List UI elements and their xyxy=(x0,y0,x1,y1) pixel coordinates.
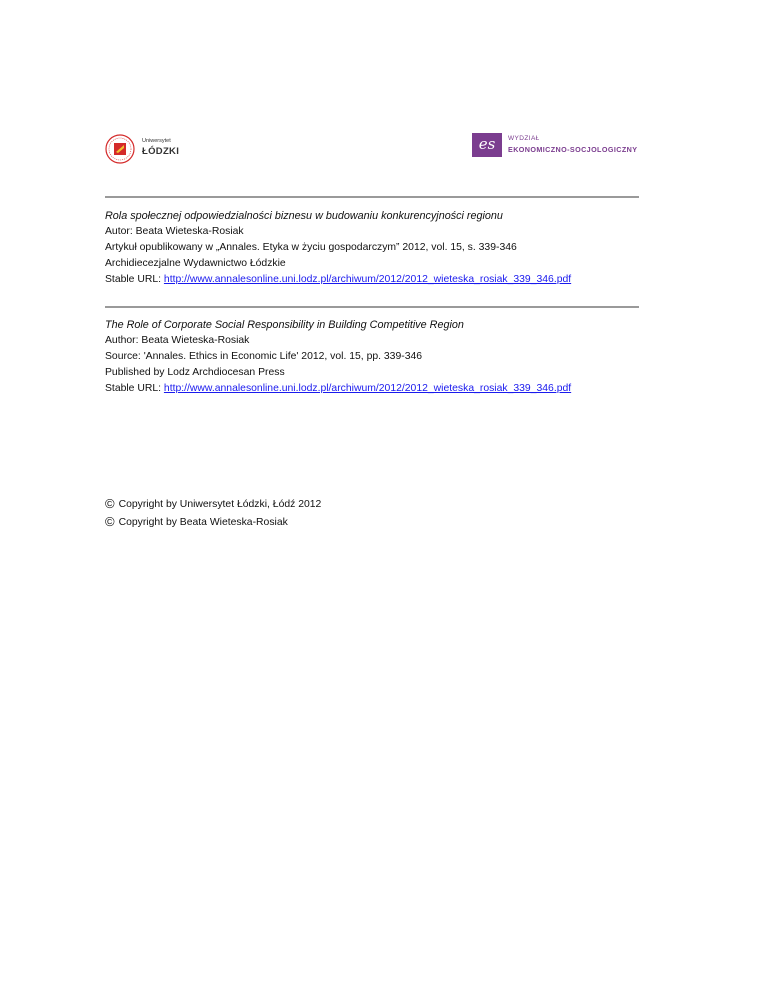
faculty-logo-line1: WYDZIAŁ xyxy=(508,135,540,142)
polish-stable-label: Stable URL: xyxy=(105,274,162,285)
copyright-line2: Copyright by Beata Wieteska-Rosiak xyxy=(118,517,288,528)
polish-published: Artykuł opublikowany w „Annales. Etyka w życiu gospodarczym” 2012, vol. 15, s. 339-346 xyxy=(105,242,517,253)
english-title: The Role of Corporate Social Responsibility in Building Competitive Region xyxy=(105,319,464,331)
polish-stable-url-link[interactable]: http://www.annalesonline.uni.lodz.pl/archiwum/2012/2012_wieteska_rosiak_339_346.pdf xyxy=(163,274,572,285)
copyright-block xyxy=(105,495,321,531)
copyright-line1: Copyright by Uniwersytet Łódzki, Łódź 2012 xyxy=(118,499,322,510)
university-seal-icon xyxy=(104,132,138,166)
university-logo-line2: ŁÓDZKI xyxy=(142,145,180,157)
english-stable-url-link[interactable]: http://www.annalesonline.uni.lodz.pl/archiwum/2012/2012_wieteska_rosiak_339_346.pdf xyxy=(163,383,572,394)
copyright-icon: © xyxy=(105,496,115,511)
copyright-icon: © xyxy=(105,514,115,529)
faculty-logo-mark: es xyxy=(472,133,502,157)
english-stable-label: Stable URL: xyxy=(105,383,162,394)
divider-middle xyxy=(105,306,639,308)
english-citation xyxy=(105,317,571,397)
polish-author: Autor: Beata Wieteska-Rosiak xyxy=(105,226,244,237)
english-author: Author: Beata Wieteska-Rosiak xyxy=(105,335,250,346)
polish-citation xyxy=(105,208,571,288)
english-source: Source: 'Annales. Ethics in Economic Life' 2012, vol. 15, pp. 339-346 xyxy=(105,351,423,362)
faculty-logo-line2: EKONOMICZNO-SOCJOLOGICZNY xyxy=(508,144,638,154)
divider-top xyxy=(105,196,639,198)
english-publisher: Published by Lodz Archdiocesan Press xyxy=(105,367,285,378)
faculty-logo xyxy=(472,133,642,159)
university-logo-line1: Uniwersytet xyxy=(142,138,171,144)
university-logo xyxy=(104,132,184,166)
polish-publisher: Archidiecezjalne Wydawnictwo Łódzkie xyxy=(105,258,286,269)
polish-title: Rola społecznej odpowiedzialności biznesu w budowaniu konkurencyjności regionu xyxy=(105,210,503,222)
